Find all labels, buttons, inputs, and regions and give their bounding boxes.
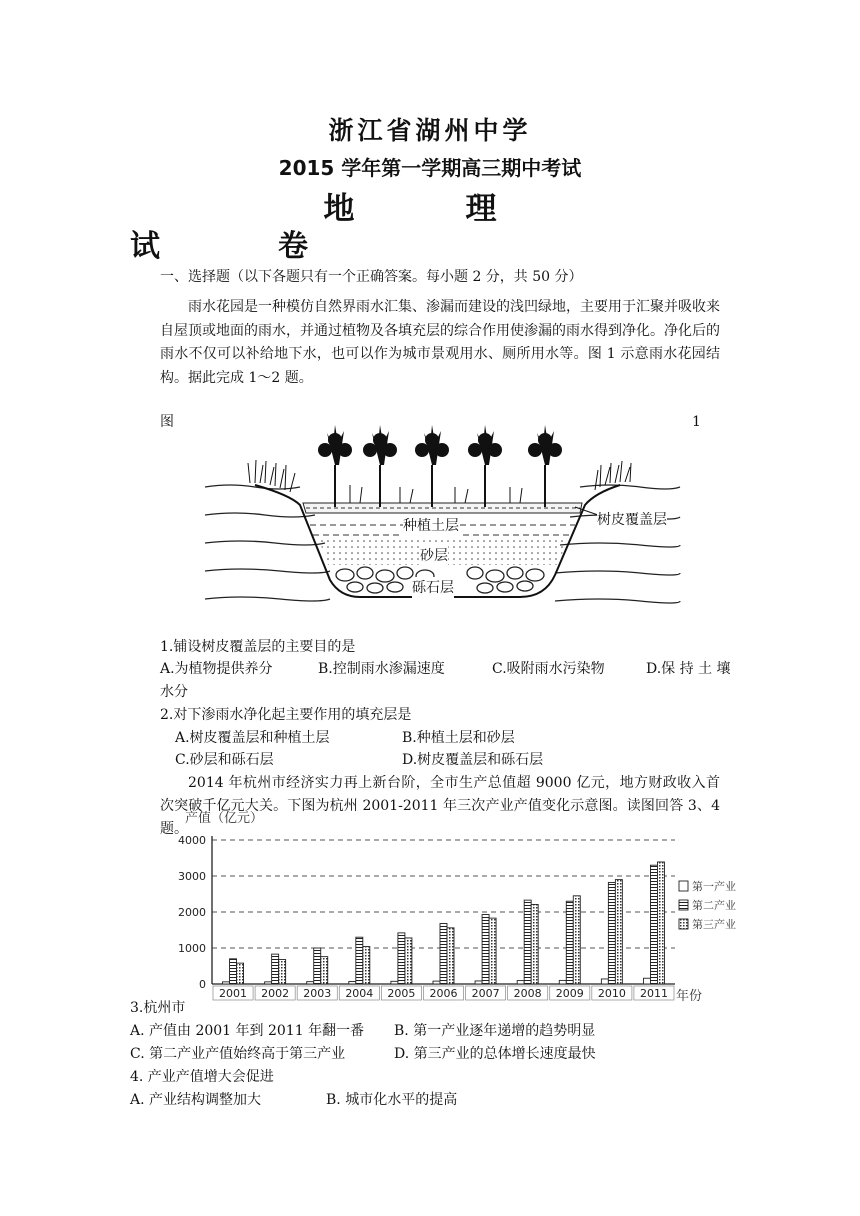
x-tick-label: 2007	[471, 987, 500, 1000]
bar-1	[265, 982, 272, 984]
legend-swatch	[679, 919, 688, 929]
subject-title: 地 理	[323, 191, 537, 227]
bar-1	[223, 982, 230, 984]
legend-swatch	[679, 881, 688, 891]
legend-label: 第一产业	[692, 880, 736, 893]
x-tick-label: 2009	[555, 987, 584, 1000]
label-bark: 树皮覆盖层	[597, 509, 667, 532]
label-soil: 种植土层	[403, 515, 459, 538]
grass	[248, 460, 631, 503]
bar-3	[363, 947, 370, 984]
q3-option-b: B. 第一产业逐年递增的趋势明显	[394, 1023, 596, 1039]
section-heading: 一、选择题（以下各题只有一个正确答案。每小题 2 分，共 50 分）	[160, 269, 583, 285]
x-tick-label: 2011	[639, 987, 668, 1000]
figure1-caption-right: 1	[692, 414, 701, 430]
bar-1	[475, 981, 482, 984]
plants	[318, 425, 562, 507]
label-gravel: 砾石层	[412, 577, 454, 600]
q3-stem: 3.杭州市	[130, 1000, 186, 1016]
q3-option-c: C. 第二产业产值始终高于第三产业	[130, 1046, 346, 1062]
bar-2	[398, 933, 405, 984]
legend-label: 第三产业	[692, 918, 736, 931]
y-tick-label: 0	[199, 978, 206, 991]
y-tick-label: 2000	[178, 906, 206, 919]
intro2-paragraph: 2014 年杭州市经济实力再上新台阶，全市生产总值超 9000 亿元，地方财政收入首次突破千亿元大关。下图为杭州 2001-2011 年三次产业产值变化示意图。读图回答 3、4 题。	[160, 775, 720, 837]
legend-label: 第二产业	[692, 899, 736, 912]
label-sand: 砂层	[420, 545, 448, 568]
q4-option-a: A. 产业结构调整加大	[130, 1092, 262, 1108]
q2-stem: 2.对下渗雨水净化起主要作用的填充层是	[160, 707, 412, 723]
bar-1	[433, 981, 440, 984]
bar-2	[440, 924, 447, 984]
x-tick-label: 2010	[597, 987, 626, 1000]
bar-3	[615, 880, 622, 984]
paper-title: 试 卷	[130, 229, 352, 264]
bar-1	[391, 981, 398, 984]
q1-option-c: C.吸附雨水污染物	[492, 661, 605, 677]
bar-3	[321, 957, 328, 984]
bar-3	[489, 918, 496, 984]
q1-option-d: D.保 持 土 壤	[646, 661, 731, 677]
q2-option-a: A.树皮覆盖层和种植土层	[175, 730, 330, 746]
bar-1	[601, 979, 608, 984]
legend-swatch	[679, 900, 688, 910]
y-tick-label: 4000	[178, 834, 206, 847]
bar-2	[608, 882, 615, 984]
x-tick-label: 2001	[219, 987, 248, 1000]
bar-1	[349, 981, 356, 984]
figure1-caption-left: 图	[160, 414, 174, 430]
bar-2	[314, 948, 321, 984]
q2-option-b: B.种植土层和砂层	[402, 730, 515, 746]
ground-lines-left	[205, 485, 330, 601]
exam-title: 2015 学年第一学期高三期中考试	[278, 156, 582, 180]
bar-2	[524, 900, 531, 984]
bar-2	[482, 915, 489, 984]
x-tick-label: 2008	[513, 987, 542, 1000]
bar-3	[447, 928, 454, 984]
q3-option-d: D. 第三产业的总体增长速度最快	[394, 1046, 596, 1062]
chart-y-label: 产值（亿元）	[185, 811, 264, 826]
y-tick-label: 1000	[178, 942, 206, 955]
bar-2	[230, 959, 237, 984]
bar-2	[272, 954, 279, 984]
bar-3	[279, 960, 286, 984]
x-tick-label: 2003	[303, 987, 332, 1000]
x-tick-label: 2002	[261, 987, 290, 1000]
bar-3	[573, 896, 580, 984]
bar-2	[356, 937, 363, 984]
q2-option-d: D.树皮覆盖层和砾石层	[402, 752, 544, 768]
q3-option-a: A. 产值由 2001 年到 2011 年翻一番	[130, 1023, 365, 1039]
bar-1	[307, 982, 314, 984]
q4-option-b: B. 城市化水平的提高	[326, 1092, 458, 1108]
bar-3	[237, 963, 244, 984]
bar-2	[650, 865, 657, 984]
chart-x-label: 年份	[676, 989, 703, 1004]
q4-stem: 4. 产业产值增大会促进	[130, 1069, 274, 1085]
bar-1	[559, 980, 566, 984]
q1-option-b: B.控制雨水渗漏速度	[318, 661, 445, 677]
y-tick-label: 3000	[178, 870, 206, 883]
q1-option-d-cont: 水分	[160, 684, 188, 700]
q1-stem: 1.铺设树皮覆盖层的主要目的是	[160, 639, 356, 655]
bar-3	[531, 904, 538, 984]
x-tick-label: 2006	[429, 987, 458, 1000]
x-tick-label: 2005	[387, 987, 416, 1000]
bar-3	[405, 938, 412, 984]
q2-option-c: C.砂层和砾石层	[175, 752, 274, 768]
bar-3	[657, 862, 664, 984]
bar-1	[643, 978, 650, 984]
school-title: 浙江省湖州中学	[328, 116, 532, 145]
bar-2	[566, 901, 573, 984]
x-tick-label: 2004	[345, 987, 374, 1000]
bar-1	[517, 981, 524, 984]
industry-output-chart	[170, 808, 780, 1013]
intro-paragraph: 雨水花园是一种模仿自然界雨水汇集、渗漏而建设的浅凹绿地，主要用于汇聚并吸收来自屋顶或地面的雨水，并通过植物及各填充层的综合作用使渗漏的雨水得到净化。净化后的雨水不仅可以补给地下水，也可以作为城市景观用水、厕所用水等。图 1 示意雨水花园结构。据此完成 1～2 题。	[160, 299, 720, 386]
q1-option-a: A.为植物提供养分	[160, 661, 273, 677]
